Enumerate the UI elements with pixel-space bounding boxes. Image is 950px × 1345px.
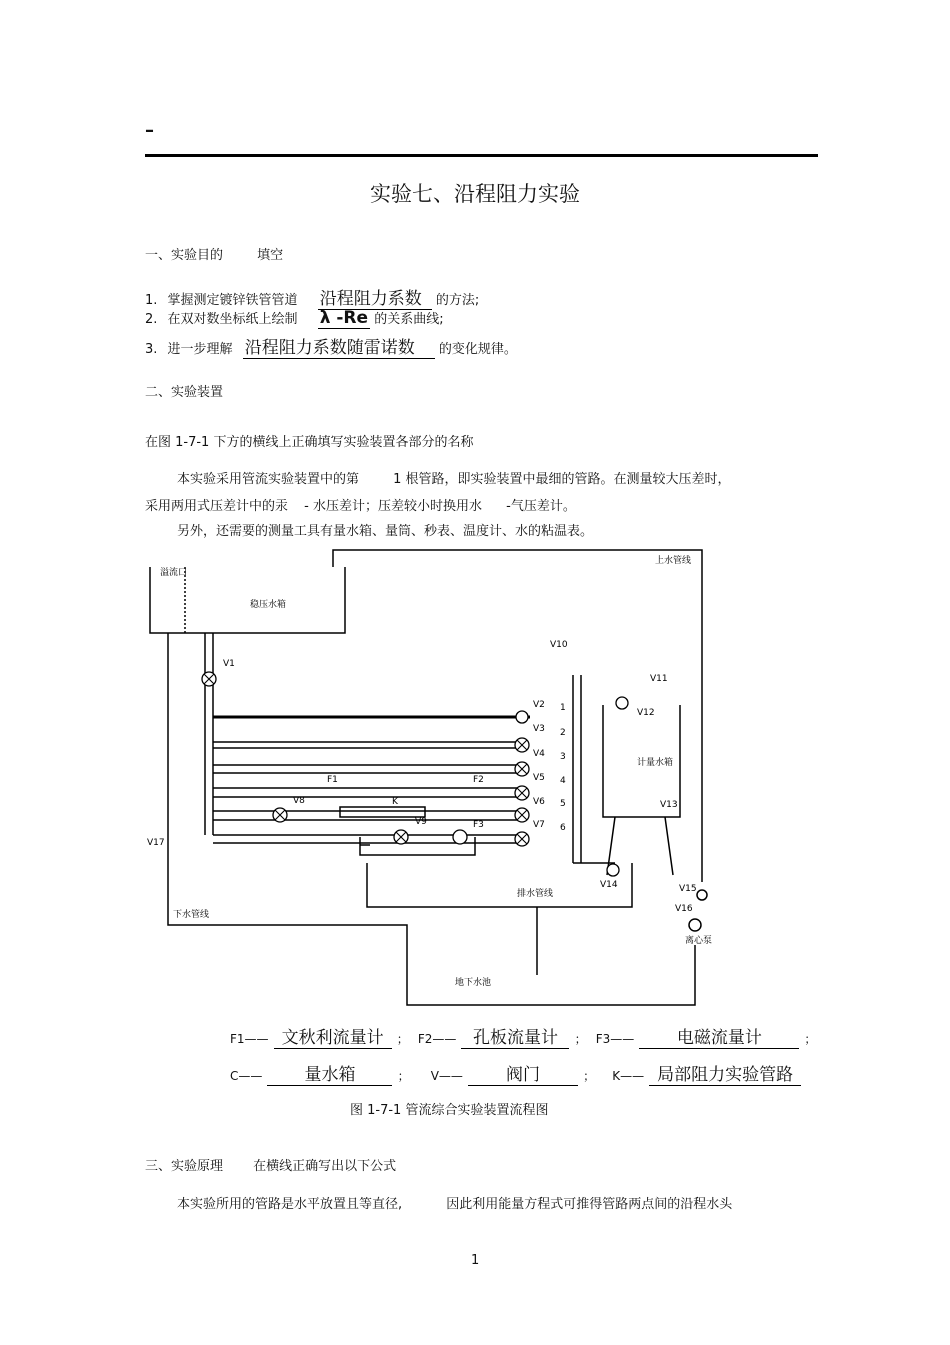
section1-note: 填空 [257, 248, 284, 263]
valve-v2 [516, 711, 528, 723]
v16-label: V16 [675, 904, 693, 914]
v10-label: V10 [550, 640, 568, 650]
f3-label: F3 [473, 820, 484, 830]
v12-label: V12 [637, 708, 655, 718]
f2-label: F2 [473, 775, 484, 785]
v13-label: V13 [660, 800, 678, 810]
pipe-5 [213, 811, 523, 820]
section2-para1-line1 [177, 468, 731, 487]
section3-note: 在横线正确写出以下公式 [253, 1159, 397, 1174]
legend-key: F2—— [417, 1032, 457, 1046]
k-section [340, 807, 425, 817]
tank-label: 稳压水箱 [250, 600, 287, 610]
para-text: -气压差计。 [506, 499, 576, 514]
legend-separator: ； [396, 1032, 409, 1046]
valve-v14 [607, 864, 619, 876]
drain-pipe-line [367, 863, 632, 907]
legend-separator: ； [804, 1032, 817, 1046]
section2-para2: 另外，还需要的测量工具有量水箱、量筒、秒表、温度计、水的粘温表。 [177, 524, 594, 539]
item-number: 1. [145, 293, 158, 308]
pipe-3 [213, 765, 523, 773]
objective-item-2 [145, 308, 444, 329]
v5-label: V5 [533, 773, 545, 783]
legend-key: F1—— [230, 1032, 269, 1046]
v7-label: V7 [533, 820, 545, 830]
section1-heading [145, 244, 283, 263]
para-text: 因此利用能量方程式可推得管路两点间的沿程水头 [446, 1197, 733, 1212]
legend-value: 电磁流量计 [639, 1023, 799, 1049]
legend-value: 文秋利流量计 [274, 1023, 392, 1049]
item-after: 的关系曲线; [374, 312, 444, 327]
legend-row-2 [230, 1060, 801, 1086]
overflow-label: 溢流口 [160, 568, 188, 578]
page-number: 1 [471, 1253, 480, 1268]
v15-label: V15 [679, 884, 697, 894]
objective-item-1 [145, 284, 479, 310]
document-title: 实验七、沿程阻力实验 [370, 182, 580, 206]
meter-tank-label: 计量水箱 [637, 758, 674, 768]
legend-value: 阀门 [468, 1060, 578, 1086]
section2-para1-line2 [145, 495, 576, 514]
drain-label: 排水管线 [517, 889, 554, 899]
pipe-2 [213, 742, 523, 748]
para-text: 本实验所用的管路是水平放置且等直径, [177, 1197, 403, 1212]
pipe-3-number: 3 [560, 752, 566, 762]
v3-label: V3 [533, 724, 545, 734]
section3-heading [145, 1155, 396, 1174]
pipe-6 [213, 835, 523, 843]
header-rule [145, 154, 818, 157]
upper-pipe-label: 上水管线 [655, 556, 692, 566]
section1-heading-text: 一、实验目的 [145, 248, 224, 263]
v17-label: V17 [147, 838, 165, 848]
item-answer: λ -Re [319, 308, 369, 328]
v8-label: V8 [293, 796, 305, 806]
v2-label: V2 [533, 700, 545, 710]
item-answer: 沿程阻力系数随雷诺数 [243, 333, 435, 359]
item-text: 进一步理解 [167, 342, 233, 357]
section3-heading-text: 三、实验原理 [145, 1159, 224, 1174]
lower-pipe-line [168, 633, 695, 1005]
legend-value: 局部阻力实验管路 [649, 1060, 801, 1086]
f1-label: F1 [327, 775, 338, 785]
v9-label: V9 [415, 817, 427, 827]
para-text: - 水压差计；压差较小时换用水 [304, 499, 482, 514]
legend-key: V—— [430, 1069, 463, 1083]
pipe-4 [213, 788, 523, 797]
valve-v12 [616, 697, 628, 709]
para-text: 本实验采用管流实验装置中的第 [177, 472, 360, 487]
legend-row-1 [230, 1023, 816, 1049]
item-number: 2. [145, 312, 158, 327]
section2-instruction: 在图 1-7-1 下方的横线上正确填写实验装置各部分的名称 [145, 435, 474, 450]
legend-separator: ； [583, 1069, 596, 1083]
pipe-2-number: 2 [560, 728, 566, 738]
figure-caption: 图 1-7-1 管流综合实验装置流程图 [350, 1103, 549, 1118]
item-after: 的方法; [435, 293, 480, 308]
lower-pipe-label: 下水管线 [173, 910, 210, 920]
pipe-6-number: 6 [560, 823, 566, 833]
manifold [573, 675, 581, 863]
pool-label: 地下水池 [455, 978, 492, 988]
pipe-5-number: 5 [560, 799, 566, 809]
item-answer: 沿程阻力系数 [318, 284, 432, 310]
legend-value: 孔板流量计 [461, 1023, 569, 1049]
legend-value: 量水箱 [267, 1060, 392, 1086]
pipe-4-number: 4 [560, 776, 566, 786]
v1-label: V1 [223, 659, 235, 669]
section3-para [177, 1193, 732, 1212]
apparatus-flow-diagram [145, 545, 745, 1010]
v4-label: V4 [533, 749, 545, 759]
legend-separator: ； [397, 1069, 410, 1083]
legend-key: K—— [612, 1069, 645, 1083]
item-number: 3. [145, 342, 158, 357]
section2-heading: 二、实验装置 [145, 385, 224, 400]
pump-symbol [689, 919, 701, 931]
pipe-1-number: 1 [560, 703, 566, 713]
legend-separator: ； [574, 1032, 587, 1046]
flowmeter-f3 [453, 830, 467, 844]
k-label: K [392, 797, 398, 807]
v11-label: V11 [650, 674, 668, 684]
legend-key: C—— [230, 1069, 263, 1083]
legend-key: F3—— [595, 1032, 635, 1046]
item-text: 掌握测定镀锌铁管管道 [167, 293, 298, 308]
pump-label: 离心泵 [685, 936, 713, 946]
item-after: 的变化规律。 [438, 342, 517, 357]
para-text: 采用两用式压差计中的汞 [145, 499, 289, 514]
v14-label: V14 [600, 880, 618, 890]
para-text: 1 根管路，即实验装置中最细的管路。在测量较大压差时， [393, 472, 731, 487]
header-mark: – [145, 120, 154, 141]
objective-item-3 [145, 333, 517, 359]
item-text: 在双对数坐标纸上绘制 [167, 312, 298, 327]
v6-label: V6 [533, 797, 545, 807]
